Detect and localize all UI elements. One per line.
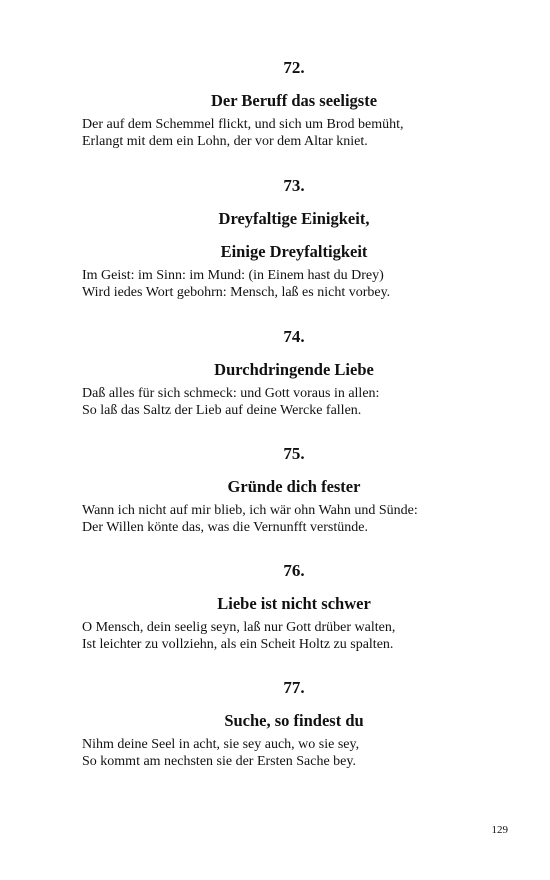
epigram-title: Suche, so findest du <box>224 711 364 730</box>
verse-line: Nihm deine Seel in acht, sie sey auch, wo sie sey, <box>82 737 360 752</box>
verse-line: Im Geist: im Sinn: im Mund: (in Einem hast du Drey) <box>82 268 384 283</box>
verse-line: O Mensch, dein seelig seyn, laß nur Gott drüber walten, <box>82 620 396 635</box>
page-number: 129 <box>491 824 508 836</box>
epigram-title: Liebe ist nicht schwer <box>217 594 371 613</box>
epigram-73 <box>82 176 470 301</box>
epigram-72 <box>82 58 470 150</box>
epigram-title: Durchdringende Liebe <box>214 360 374 379</box>
verse-line: Wird iedes Wort gebohrn: Mensch, laß es nicht vorbey. <box>82 285 391 300</box>
epigram-title: Gründe dich fester <box>227 477 361 496</box>
epigram-76 <box>82 561 470 653</box>
verse-line: So laß das Saltz der Lieb auf deine Wercke fallen. <box>82 403 362 418</box>
epigram-number: 72. <box>283 58 305 77</box>
epigram-title: Dreyfaltige Einigkeit, <box>218 209 370 228</box>
verse-line: Der Willen könte das, was die Vernunfft verstünde. <box>82 520 368 535</box>
epigram-74 <box>82 327 470 419</box>
epigram-75 <box>82 444 470 536</box>
epigram-number: 76. <box>283 561 305 580</box>
verse-line: Der auf dem Schemmel flickt, und sich um Brod bemüht, <box>82 117 404 132</box>
epigram-number: 75. <box>283 444 305 463</box>
epigram-subtitle: Einige Dreyfaltigkeit <box>220 242 368 261</box>
verse-line: Wann ich nicht auf mir blieb, ich wär ohn Wahn und Sünde: <box>82 503 418 518</box>
epigram-number: 77. <box>283 678 305 697</box>
verse-line: Ist leichter zu vollziehn, als ein Scheit Holtz zu spalten. <box>82 637 394 652</box>
epigram-title: Der Beruff das seeligste <box>210 91 378 110</box>
verse-line: Daß alles für sich schmeck: und Gott voraus in allen: <box>82 386 380 401</box>
epigram-number: 74. <box>283 327 305 346</box>
verse-line: So kommt am nechsten sie der Ersten Sache bey. <box>82 754 356 769</box>
epigram-number: 73. <box>283 176 305 195</box>
epigram-77 <box>82 678 470 770</box>
verse-line: Erlangt mit dem ein Lohn, der vor dem Altar kniet. <box>82 134 368 149</box>
